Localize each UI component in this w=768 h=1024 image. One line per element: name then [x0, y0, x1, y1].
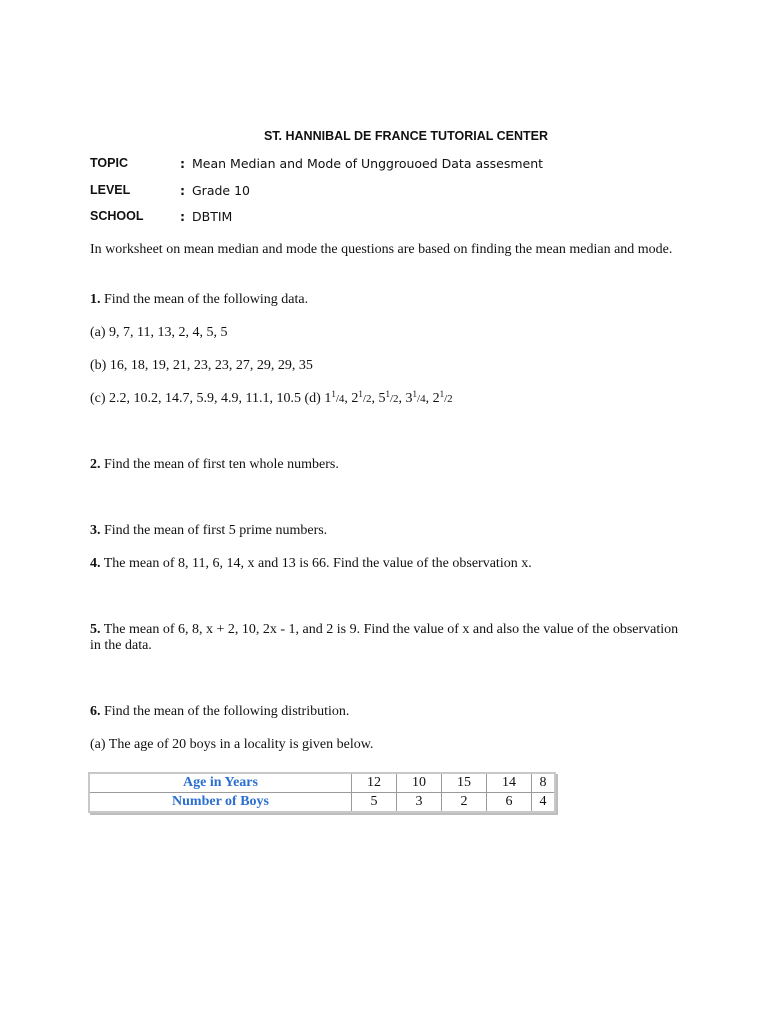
row-header-age: Age in Years — [89, 773, 352, 793]
table-cell: 12 — [352, 773, 397, 793]
question-number: 5. — [90, 622, 101, 637]
question-1c-1d — [90, 391, 690, 407]
question-number: 2. — [90, 457, 101, 472]
question-text: Find the mean of first ten whole numbers. — [104, 457, 339, 472]
question-5 — [90, 622, 690, 654]
question-1c: (c) 2.2, 10.2, 14.7, 5.9, 4.9, 11.1, 10.5 (d) — [90, 391, 321, 406]
mixed-fraction: $3^1/4$ — [405, 389, 426, 406]
question-2 — [90, 457, 690, 473]
meta-colon: : — [180, 183, 185, 198]
table-cell: 6 — [487, 793, 532, 813]
mixed-fraction: $2^1/2$ — [351, 389, 372, 406]
question-1 — [90, 292, 690, 308]
question-number: 6. — [90, 704, 101, 719]
meta-topic-value: Mean Median and Mode of Unggrouoed Data assesment — [192, 156, 544, 171]
table-cell: 8 — [532, 773, 556, 793]
meta-school-value: DBTIM — [192, 209, 233, 224]
question-text: The mean of 8, 11, 6, 14, x and 13 is 66. Find the value of the observation x. — [103, 556, 532, 571]
meta-colon: : — [180, 209, 185, 224]
question-text: The mean of 6, 8, x + 2, 10, 2x - 1, and 2 is 9. Find the value of x and also the value of the observation in the data. — [90, 622, 679, 653]
question-6 — [90, 704, 690, 720]
question-text: Find the mean of first 5 prime numbers. — [104, 523, 328, 538]
age-distribution-table — [88, 772, 556, 813]
meta-school-key: SCHOOL — [90, 209, 144, 223]
table-cell: 5 — [352, 793, 397, 813]
table-cell: 14 — [487, 773, 532, 793]
question-1b: (b) 16, 18, 19, 21, 23, 23, 27, 29, 29, 35 — [90, 358, 313, 373]
mixed-fraction: $5^1/2$ — [378, 389, 399, 406]
table-row — [89, 793, 555, 813]
table-cell: 15 — [442, 773, 487, 793]
table-cell: 10 — [397, 773, 442, 793]
question-6a: (a) The age of 20 boys in a locality is given below. — [90, 737, 374, 752]
mixed-fraction: $2^1/2$ — [432, 389, 453, 406]
question-text: Find the mean of the following distribution. — [104, 704, 350, 719]
meta-colon: : — [180, 156, 185, 171]
question-number: 4. — [90, 556, 101, 571]
intro-paragraph: In worksheet on mean median and mode the questions are based on finding the mean median and mode. — [90, 242, 673, 257]
question-4 — [90, 556, 690, 572]
question-text: Find the mean of the following data. — [104, 292, 309, 307]
meta-topic-key: TOPIC — [90, 156, 128, 170]
table-row — [89, 773, 555, 793]
meta-level-key: LEVEL — [90, 183, 131, 197]
question-3 — [90, 523, 690, 539]
question-number: 1. — [90, 292, 101, 307]
row-header-boys: Number of Boys — [89, 793, 352, 813]
question-1d-fractions: $1^1/4$, $2^1/2$, $5^1/2$, $3^1/4$, $2^1/2$ — [324, 389, 453, 406]
mixed-fraction: $1^1/4$ — [324, 389, 345, 406]
question-1a: (a) 9, 7, 11, 13, 2, 4, 5, 5 — [90, 325, 228, 340]
table-cell: 2 — [442, 793, 487, 813]
question-number: 3. — [90, 523, 101, 538]
table-cell: 4 — [532, 793, 556, 813]
meta-level-value: Grade 10 — [192, 183, 250, 198]
page-title: ST. HANNIBAL DE FRANCE TUTORIAL CENTER — [263, 129, 549, 143]
table-cell: 3 — [397, 793, 442, 813]
